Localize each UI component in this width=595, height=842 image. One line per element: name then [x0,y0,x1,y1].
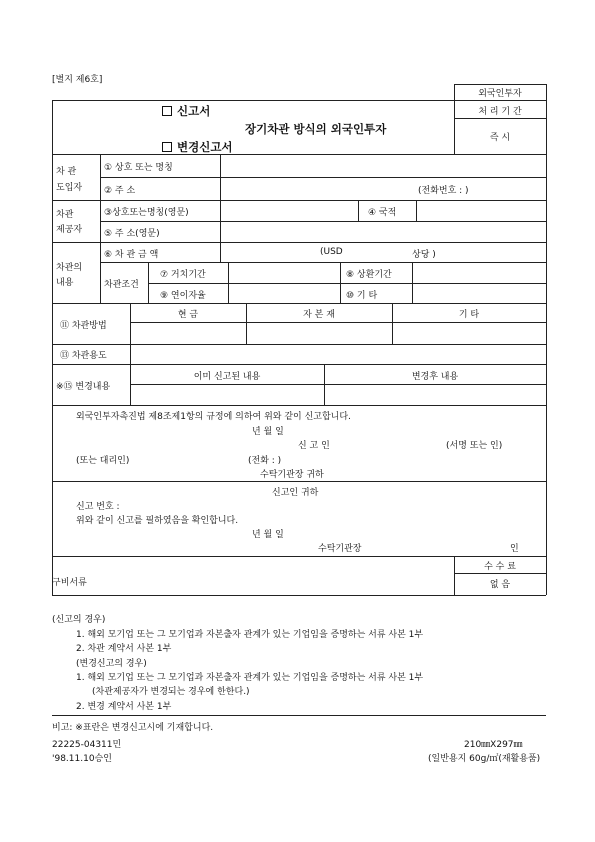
footer-size: 210㎜X297㎜ [464,740,523,750]
borrower-label-2: 도입자 [56,183,83,193]
method-label: ⑪ 차관방법 [60,321,107,331]
method-col-other: 기 타 [458,310,480,320]
lender-name-label: ③상호또는명칭(영문) [104,208,189,218]
footer-approved: '98.11.10승인 [52,754,112,764]
declarant-label: 신 고 인 [298,441,330,451]
receipt-seal: 인 [510,544,519,554]
declaration-addressee: 수탁기관장 귀하 [260,470,324,480]
loan-other-label: ⑩ 기 타 [346,291,378,301]
loan-terms-label: 차관조건 [104,280,139,290]
footer-paper: (일반용지 60g/㎡(재활용품) [428,754,541,764]
title-main: 장기차관 방식의 외국인투자 [245,122,387,136]
change-before-header: 이미 신고된 내용 [193,372,261,382]
loan-interest-label: ⑨ 연이자율 [160,291,206,301]
declarant-agent: (또는 대리인) [76,456,130,466]
lender-address-label: ⑤ 주 소(영문) [104,229,160,239]
method-col-cash: 현 금 [177,310,199,320]
processing-header: 외국인투자 [478,89,522,99]
loan-usd-label: (USD [320,247,343,257]
declarant-sign: (서명 또는 인) [446,441,503,451]
loan-label-2: 내용 [56,278,74,288]
footer-note: 비고: ※표란은 변경신고시에 기재합니다. [52,723,214,733]
doc-line: (변경신고의 경우) [76,659,147,669]
method-col-capital: 자 본 재 [303,310,335,320]
doc-line: (차관제공자가 변경되는 경우에 한한다.) [92,687,250,697]
loan-amount-label: ⑥ 차 관 금 액 [104,250,159,260]
footer-code: 22225-04311민 [52,740,122,750]
declarant-phone: (전화 : ) [248,456,282,466]
loan-repay-label: ⑧ 상환기간 [346,270,392,280]
title-option-change: 변경신고서 [162,139,233,155]
declaration-statement: 외국인투자촉진법 제8조제1항의 규정에 의하여 위와 같이 신고합니다. [76,412,351,422]
doc-line: (신고의 경우) [52,615,106,625]
processing-period-label: 처 리 기 간 [478,107,522,117]
usage-label: ⑬ 차관용도 [60,351,107,361]
fee-value: 없 음 [489,580,511,590]
processing-period-value: 즉 시 [489,133,511,143]
lender-label-1: 차관 [56,210,74,220]
doc-line: 2. 차관 계약서 사본 1부 [76,644,172,654]
fee-label: 수 수 료 [484,562,516,572]
checkbox[interactable] [162,142,172,152]
checkbox[interactable] [162,106,172,116]
borrower-label-1: 차 관 [56,167,77,177]
lender-nationality-label: ④ 국적 [368,208,397,218]
form-number: [별지 제6호] [52,75,103,85]
doc-line: 1. 해외 모기업 또는 그 모기업과 자본출자 관계가 있는 기업임을 증명하는 서류 사본 1부 [76,630,424,640]
doc-line: 1. 해외 모기업 또는 그 모기업과 자본출자 관계가 있는 기업임을 증명하는 서류 사본 1부 [76,673,424,683]
change-after-header: 변경후 내용 [411,372,459,382]
borrower-name-label: ① 상호 또는 명칭 [104,163,173,173]
documents-label: 구비서류 [52,578,87,588]
loan-grace-label: ⑦ 거치기간 [160,270,206,280]
loan-equiv-label: 상당 ) [412,250,436,260]
doc-line: 2. 변경 계약서 사본 1부 [76,702,172,712]
declaration-date: 년 월 일 [252,427,284,437]
title-option-report: 신고서 [162,103,210,119]
receipt-confirm: 위와 같이 신고를 필하였음을 확인합니다. [76,516,239,526]
change-label: ※⑮ 변경내용 [56,382,111,392]
receipt-number: 신고 번호 : [76,502,120,512]
receipt-addressee: 신고인 귀하 [272,488,319,498]
borrower-address-label: ② 주 소 [104,186,136,196]
loan-label-1: 차관의 [56,263,83,273]
receipt-authority: 수탁기관장 [318,544,362,554]
receipt-date: 년 월 일 [252,530,284,540]
borrower-phone-label: (전화번호 : ) [418,186,469,196]
lender-label-2: 제공자 [56,225,83,235]
